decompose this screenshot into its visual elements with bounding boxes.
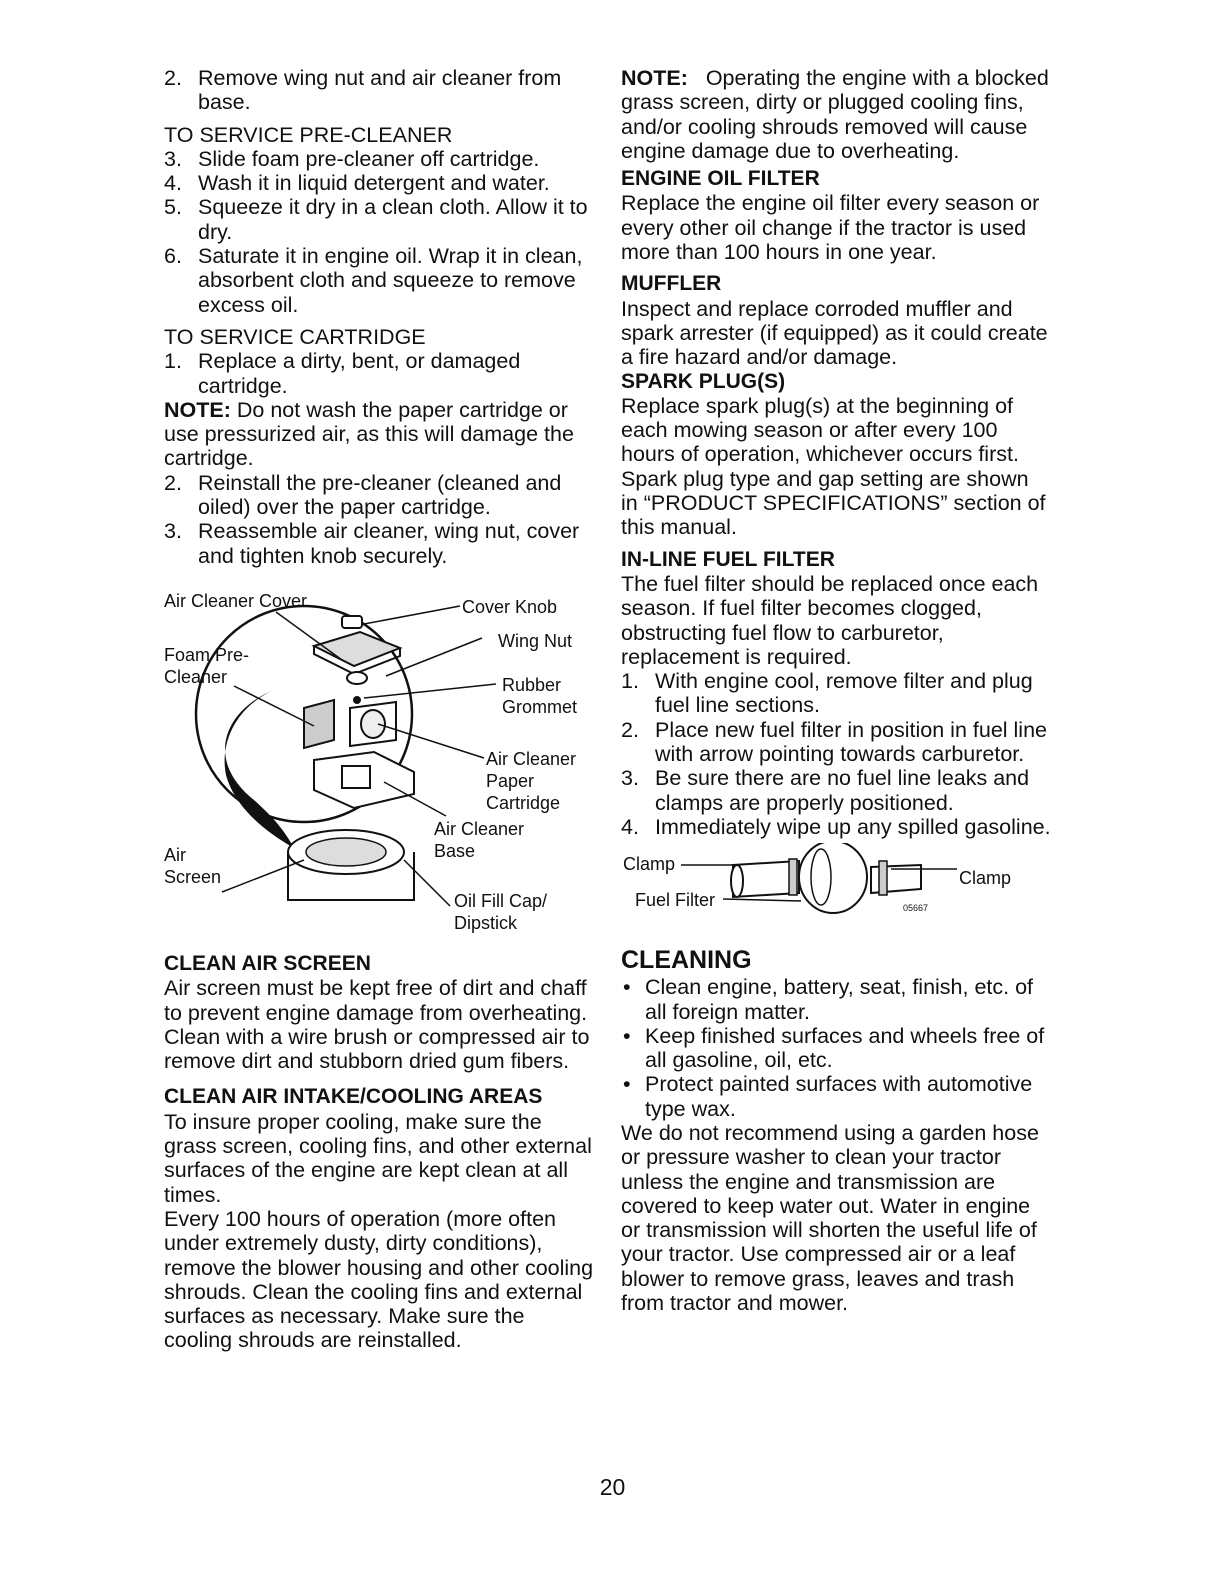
section-heading-spark-plug: SPARK PLUG(S) [621, 369, 786, 393]
spark-plug-paragraph: Replace spark plug(s) at the beginning of each mowing season or after every 100 hours of operation, whichever occurs first. Spark plug type and gap setting are shown in “PRODUCT SPECIFICATIONS” section of this manual. [621, 393, 1046, 540]
intake-paragraph-1: To insure proper cooling, make sure the grass screen, cooling fins, and other external surfaces of the engine are kept clean at all times. [164, 1109, 592, 1207]
section-heading-cartridge: TO SERVICE CARTRIDGE [164, 324, 426, 349]
list-item: • Clean engine, battery, seat, finish, etc. of all foreign matter. [623, 975, 1034, 1024]
fuel-filter-diagram [621, 843, 1051, 933]
list-item: 4. Immediately wipe up any spilled gasoline. [621, 814, 1051, 839]
note-paragraph [621, 66, 1051, 163]
label-air: Air [164, 844, 186, 865]
list-item: 6. Saturate it in engine oil. Wrap it in clean, absorbent cloth and squeeze to remove excess oil. [164, 244, 583, 317]
label-air-cleaner-cover: Air Cleaner Cover [164, 590, 308, 611]
label-air-cleaner-base-1: Air Cleaner [434, 818, 525, 839]
section-heading-muffler: MUFFLER [621, 272, 722, 296]
list-item: 3. Slide foam pre-cleaner off cartridge. [164, 146, 540, 171]
fuel-filter-paragraph: The fuel filter should be replaced once each season. If fuel filter becomes clogged, obstructing fuel flow to carburetor, replacement is required. [621, 571, 1039, 669]
label-paper-cartridge-2: Paper [486, 770, 535, 791]
section-heading-fuel-filter: IN-LINE FUEL FILTER [621, 547, 835, 571]
clean-air-screen-paragraph: Air screen must be kept free of dirt and chaff to prevent engine damage from overheating. Clean with a wire brush or compressed air to remove dirt and stubborn dried gum fibers. [164, 976, 590, 1074]
cleaning-paragraph: We do not recommend using a garden hose or pressure washer to clean your tractor unless the engine and transmission are covered to keep water out. Water in engine or transmission will shorten the useful life of your tractor. Use compressed air or a leaf blower to remove grass, leaves and trash from tractor and mower. [621, 1120, 1039, 1316]
cleaning-bullets [621, 975, 1051, 1121]
list-item: 1. With engine cool, remove filter and plug fuel line sections. [621, 669, 1033, 718]
list-item: • Keep finished surfaces and wheels free of all gasoline, oil, etc. [623, 1023, 1045, 1073]
label-paper-cartridge-3: Cartridge [486, 792, 561, 813]
figure-code: 05667 [903, 903, 929, 914]
label-fuel-filter: Fuel Filter [635, 890, 716, 911]
label-rubber: Rubber [502, 674, 562, 695]
note-paragraph [164, 398, 594, 471]
list-item: 5. Squeeze it dry in a clean cloth. Allow it to dry. [164, 195, 588, 244]
label-clamp-right: Clamp [959, 868, 1012, 889]
cartridge-step-1 [164, 349, 594, 398]
section-heading-clean-air-screen: CLEAN AIR SCREEN [164, 951, 371, 975]
left-column [164, 66, 594, 1353]
list-item: 3. Be sure there are no fuel line leaks and clamps are properly positioned. [621, 766, 1030, 815]
list-item: 1. Replace a dirty, bent, or damaged cartridge. [164, 349, 521, 398]
step-list [164, 66, 594, 115]
intake-paragraph-2: Every 100 hours of operation (more often under extremely dusty, dirty conditions), remove the blower housing and other cooling shrouds. Clean the cooling fins and external surfaces as necessary. Make sure the cooling shrouds are reinstalled. [164, 1206, 594, 1353]
label-clamp-left: Clamp [623, 854, 676, 875]
label-grommet: Grommet [502, 696, 578, 717]
list-item: • Protect painted surfaces with automotive type wax. [623, 1072, 1033, 1121]
label-cover-knob: Cover Knob [462, 596, 558, 617]
list-item: 2. Reinstall the pre-cleaner (cleaned and oiled) over the paper cartridge. [164, 470, 562, 520]
label-screen: Screen [164, 866, 222, 887]
list-item: 2. Remove wing nut and air cleaner from base. [164, 66, 562, 115]
label-wing-nut: Wing Nut [498, 630, 573, 651]
note-text: Operating the engine with a blocked grass screen, dirty or plugged cooling fins, and/or cooling shrouds removed will cause engine damage due to overheating. [621, 66, 1049, 163]
note-label: NOTE: [621, 66, 688, 90]
right-column [621, 66, 1051, 1315]
label-oil-fill-2: Dipstick [454, 912, 518, 933]
list-item: 2. Place new fuel filter in position in fuel line with arrow pointing towards carburetor. [621, 717, 1047, 767]
section-heading-cleaning: CLEANING [621, 946, 752, 975]
label-paper-cartridge-1: Air Cleaner [486, 748, 577, 769]
muffler-paragraph: Inspect and replace corroded muffler and spark arrester (if equipped) as it could create a fire hazard and/or damage. [621, 296, 1048, 370]
list-item: 4. Wash it in liquid detergent and water. [164, 171, 550, 196]
section-heading-oil-filter: ENGINE OIL FILTER [621, 167, 820, 191]
section-heading-intake: CLEAN AIR INTAKE/COOLING AREAS [164, 1085, 543, 1109]
label-cleaner: Cleaner [164, 666, 228, 687]
oil-filter-paragraph: Replace the engine oil filter every season or every other oil change if the tractor is used more than 100 hours in one year. [621, 191, 1040, 265]
fuel-filter-steps [621, 669, 1051, 839]
page-number: 20 [599, 1474, 626, 1500]
label-oil-fill-1: Oil Fill Cap/ [454, 890, 548, 911]
section-heading-pre-cleaner: TO SERVICE PRE-CLEANER [164, 122, 453, 147]
pre-cleaner-steps [164, 147, 594, 317]
air-cleaner-diagram [164, 590, 594, 946]
cartridge-steps [164, 471, 594, 568]
label-air-cleaner-base-2: Base [434, 840, 476, 861]
note-label: NOTE: [164, 397, 231, 422]
label-foam-pre: Foam Pre- [164, 644, 250, 665]
note-text: Do not wash the paper cartridge or use pressurized air, as this will damage the cartridge. [164, 397, 574, 471]
list-item: 3. Reassemble air cleaner, wing nut, cover and tighten knob securely. [164, 519, 580, 568]
